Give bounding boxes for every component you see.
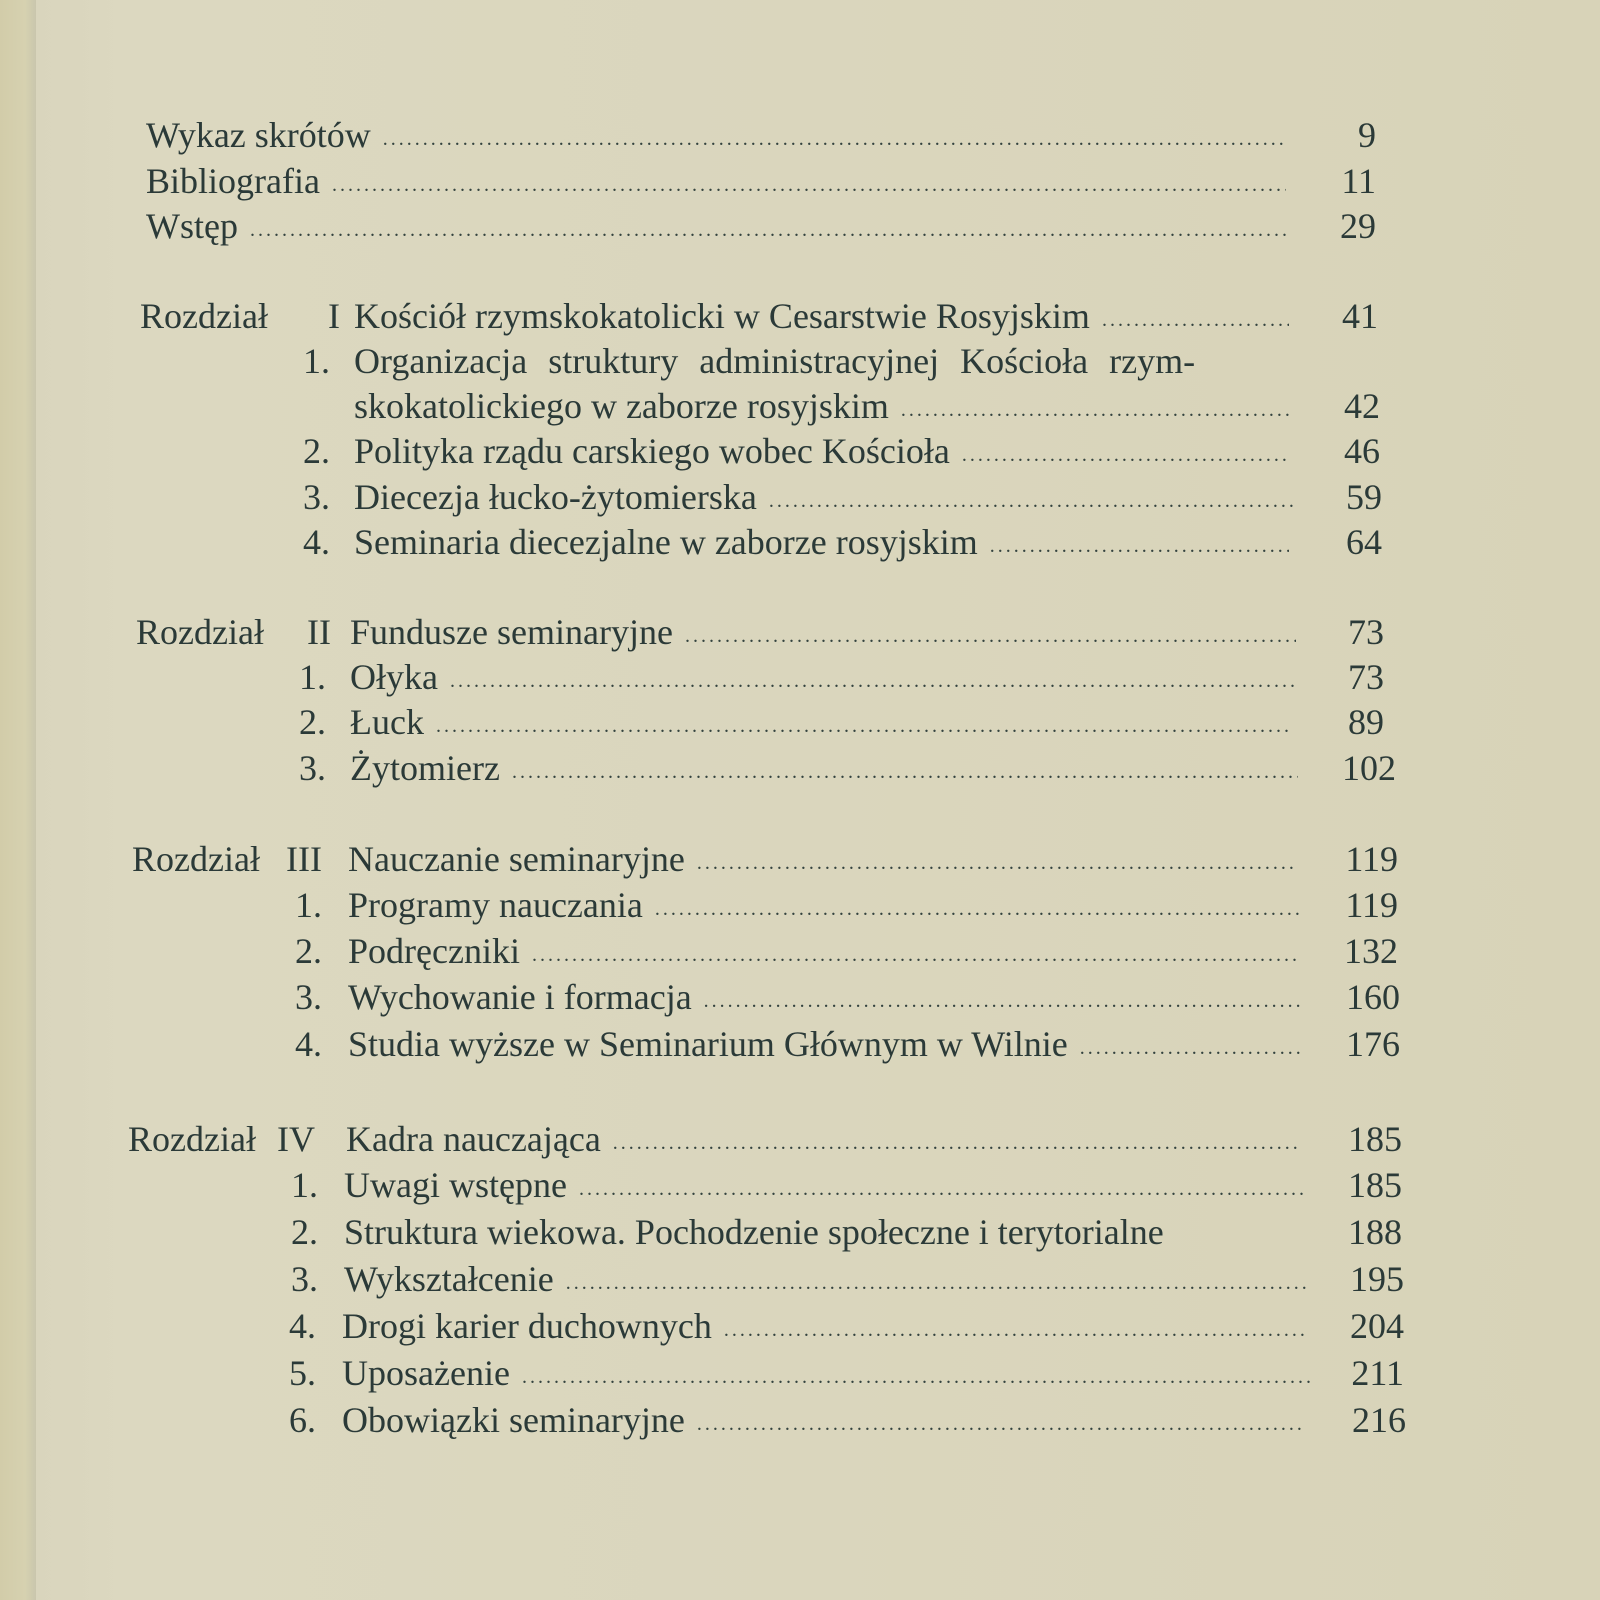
- toc-entry-title: Wykaz skrótów: [146, 115, 371, 155]
- section-number: 3.: [299, 748, 326, 788]
- section-number: 3.: [295, 977, 322, 1017]
- toc-entry-title: Wstęp: [146, 206, 238, 246]
- dot-leader: [655, 886, 1304, 932]
- chapter-label: Rozdział: [128, 1119, 256, 1159]
- section-number: 2.: [303, 431, 330, 471]
- dot-leader: [522, 1354, 1310, 1400]
- toc-page-number: 204: [1350, 1306, 1404, 1346]
- dot-leader: [697, 1401, 1306, 1447]
- toc-page-number: 41: [1342, 296, 1378, 336]
- section-number: 1.: [299, 657, 326, 697]
- dot-leader: [566, 1260, 1308, 1306]
- section-title-row: [350, 699, 1300, 751]
- section-title-row: [342, 1303, 1314, 1355]
- dot-leader: [685, 613, 1296, 659]
- toc-page-number: 176: [1346, 1024, 1400, 1064]
- dot-leader: [724, 1307, 1304, 1353]
- section-title: Łuck: [350, 702, 424, 742]
- chapter-label: Rozdział: [132, 839, 260, 879]
- chapter-title: Fundusze seminaryjne: [350, 612, 673, 652]
- section-number: 3.: [303, 477, 330, 517]
- dot-leader: [450, 658, 1296, 704]
- chapter-numeral: III: [286, 839, 322, 879]
- chapter-title: Nauczanie seminaryjne: [348, 839, 685, 879]
- toc-page-number: 11: [1341, 161, 1376, 201]
- section-title: skokatolickiego w zaborze rosyjskim: [354, 386, 889, 426]
- section-number: 2.: [299, 702, 326, 742]
- section-title-row: [344, 1209, 1164, 1255]
- toc-page-number: 9: [1358, 115, 1376, 155]
- toc-page-number: 89: [1348, 702, 1384, 742]
- toc-page-number: 195: [1350, 1259, 1404, 1299]
- section-title: Wykształcenie: [344, 1259, 554, 1299]
- toc-page-number: 73: [1348, 612, 1384, 652]
- section-title: Uposażenie: [342, 1353, 510, 1393]
- toc-page-number: 73: [1348, 657, 1384, 697]
- dot-leader: [990, 523, 1289, 569]
- chapter-numeral: II: [307, 612, 331, 652]
- section-title: Studia wyższe w Seminarium Głównym w Wilnie: [348, 1024, 1068, 1064]
- section-title-row: [350, 745, 1308, 797]
- section-title: Obowiązki seminaryjne: [342, 1400, 685, 1440]
- toc-page-number: 211: [1351, 1353, 1404, 1393]
- toc-page-number: 42: [1344, 386, 1380, 426]
- section-title-row: [354, 519, 1299, 571]
- dot-leader: [579, 1166, 1308, 1212]
- section-number: 1.: [291, 1165, 318, 1205]
- dot-leader: [512, 749, 1298, 795]
- section-title-row: [342, 1397, 1316, 1449]
- section-number: 1.: [303, 341, 330, 381]
- section-title-row: [348, 928, 1308, 980]
- section-title: Programy nauczania: [348, 885, 643, 925]
- section-title: Uwagi wstępne: [344, 1165, 567, 1205]
- toc-page-number: 119: [1345, 885, 1398, 925]
- section-number: 4.: [295, 1024, 322, 1064]
- dot-leader: [1080, 1025, 1304, 1071]
- toc-page-number: 119: [1345, 839, 1398, 879]
- toc-entry-title: Bibliografia: [146, 161, 320, 201]
- toc-page-number: 185: [1348, 1119, 1402, 1159]
- toc-page-number: 59: [1346, 477, 1382, 517]
- section-title: Wychowanie i formacja: [348, 977, 692, 1017]
- toc-page-number: 29: [1340, 206, 1376, 246]
- section-title: Drogi karier duchownych: [342, 1306, 712, 1346]
- dot-leader: [613, 1120, 1302, 1166]
- section-title-row: [348, 882, 1314, 934]
- section-title-line: Organizacja struktury administracyjnej Kościoła rzym-: [354, 341, 1196, 381]
- toc-page-number: 132: [1344, 931, 1398, 971]
- chapter-numeral: I: [328, 296, 340, 336]
- section-title-row: [342, 1350, 1320, 1402]
- chapter-title: Kadra nauczająca: [346, 1119, 601, 1159]
- chapter-title-row: [346, 1116, 1312, 1168]
- section-title: Polityka rządu carskiego wobec Kościoła: [354, 431, 950, 471]
- toc-page-number: 64: [1346, 522, 1382, 562]
- section-title-row: [348, 1021, 1314, 1073]
- section-title-row: [344, 1256, 1318, 1308]
- toc-page-number: 188: [1348, 1212, 1402, 1252]
- section-number: 2.: [291, 1212, 318, 1252]
- section-title-row: [354, 428, 1299, 480]
- dot-leader: [532, 932, 1298, 978]
- dot-leader: [704, 978, 1304, 1024]
- toc-page-number: 102: [1342, 748, 1396, 788]
- chapter-label: Rozdział: [136, 612, 264, 652]
- chapter-label: Rozdział: [140, 296, 268, 336]
- dot-leader: [436, 703, 1290, 749]
- section-title-row: [344, 1162, 1318, 1214]
- dot-leader: [383, 116, 1286, 162]
- section-title: Żytomierz: [350, 748, 500, 788]
- dot-leader: [769, 478, 1294, 524]
- toc-page-number: 160: [1346, 977, 1400, 1017]
- section-title: Ołyka: [350, 657, 438, 697]
- section-number: 1.: [295, 885, 322, 925]
- section-number: 5.: [289, 1353, 316, 1393]
- section-title: Struktura wiekowa. Pochodzenie społeczne i terytorialne: [344, 1212, 1164, 1252]
- dot-leader: [697, 840, 1298, 886]
- toc-entry-wstep: [146, 203, 1296, 255]
- dot-leader: [1102, 297, 1289, 343]
- section-number: 3.: [291, 1259, 318, 1299]
- section-number: 6.: [289, 1400, 316, 1440]
- section-number: 4.: [289, 1306, 316, 1346]
- chapter-title-row: [348, 836, 1308, 888]
- section-number: 2.: [295, 931, 322, 971]
- section-title-row: [348, 974, 1314, 1026]
- chapter-title: Kościół rzymskokatolicki w Cesarstwie Rosyjskim: [354, 296, 1090, 336]
- section-number: 4.: [303, 522, 330, 562]
- dot-leader: [962, 432, 1289, 478]
- chapter-numeral: IV: [277, 1119, 315, 1159]
- dot-leader: [332, 162, 1286, 208]
- toc-page-number: 185: [1348, 1165, 1402, 1205]
- toc-entry-wykaz-skrotow: [146, 112, 1296, 164]
- section-title: Seminaria diecezjalne w zaborze rosyjskim: [354, 522, 978, 562]
- dot-leader: [901, 387, 1289, 433]
- section-title: Diecezja łucko-żytomierska: [354, 477, 757, 517]
- dot-leader: [250, 207, 1286, 253]
- toc-page-number: 46: [1344, 431, 1380, 471]
- toc-page-number: 216: [1352, 1400, 1406, 1440]
- section-title: Podręczniki: [348, 931, 520, 971]
